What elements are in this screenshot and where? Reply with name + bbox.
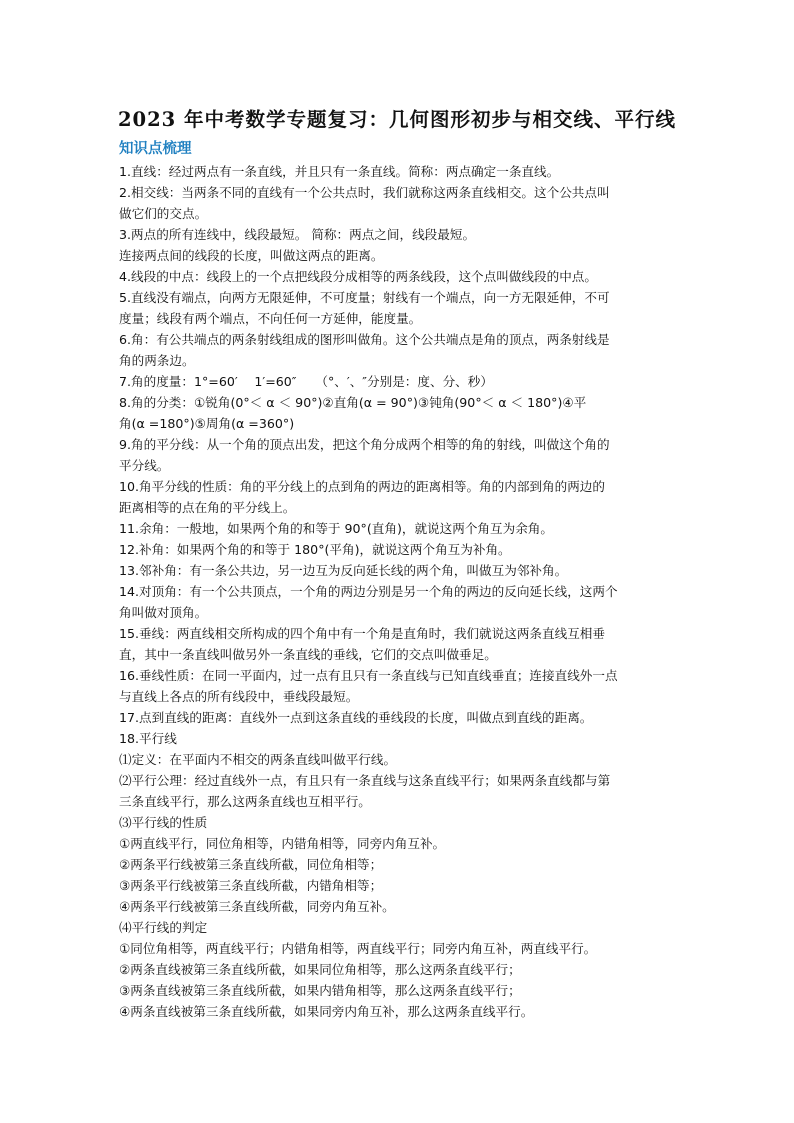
text-line: 15.垂线：两直线相交所构成的四个角中有一个角是直角时，我们就说这两条直线互相垂 bbox=[119, 626, 605, 641]
text-line: 16.垂线性质：在同一平面内，过一点有且只有一条直线与已知直线垂直；连接直线外一点 bbox=[119, 668, 618, 683]
text-line: 做它们的交点。 bbox=[119, 206, 208, 221]
text-line: 18.平行线 bbox=[119, 731, 177, 746]
text-line: 9.角的平分线：从一个角的顶点出发，把这个角分成两个相等的角的射线，叫做这个角的 bbox=[119, 437, 610, 452]
text-line: 1.直线：经过两点有一条直线，并且只有一条直线。简称：两点确定一条直线。 bbox=[119, 164, 560, 179]
text-line: 度量；线段有两个端点，不向任何一方延伸，能度量。 bbox=[119, 311, 422, 326]
text-line: ③两条平行线被第三条直线所截，内错角相等； bbox=[119, 878, 383, 893]
text-line: ⑶平行线的性质 bbox=[119, 815, 208, 830]
text-line: 角叫做对顶角。 bbox=[119, 605, 208, 620]
text-line: ④两条平行线被第三条直线所截，同旁内角互补。 bbox=[119, 899, 395, 914]
text-line: ⑵平行公理：经过直线外一点，有且只有一条直线与这条直线平行；如果两条直线都与第 bbox=[119, 773, 611, 788]
text-line: 角(α =180°)⑤周角(α =360°) bbox=[119, 416, 295, 431]
text-line: 13.邻补角：有一条公共边，另一边互为反向延长线的两个角，叫做互为邻补角。 bbox=[119, 563, 568, 578]
text-line: 10.角平分线的性质：角的平分线上的点到角的两边的距离相等。角的内部到角的两边的 bbox=[119, 479, 605, 494]
text-line: 2.相交线：当两条不同的直线有一个公共点时，我们就称这两条直线相交。这个公共点叫 bbox=[119, 185, 610, 200]
text-line: ①两直线平行，同位角相等，内错角相等，同旁内角互补。 bbox=[119, 836, 446, 851]
text-line: ①同位角相等，两直线平行；内错角相等，两直线平行；同旁内角互补，两直线平行。 bbox=[119, 941, 597, 956]
text-line: 角的两条边。 bbox=[119, 353, 195, 368]
text-line: 11.余角：一般地，如果两个角的和等于 90°(直角)，就说这两个角互为余角。 bbox=[119, 521, 553, 536]
text-line: 5.直线没有端点，向两方无限延伸，不可度量；射线有一个端点，向一方无限延伸，不可 bbox=[119, 290, 610, 305]
text-line: 3.两点的所有连线中，线段最短。 简称：两点之间，线段最短。 bbox=[119, 227, 476, 242]
text-line: 12.补角：如果两个角的和等于 180°(平角)，就说这两个角互为补角。 bbox=[119, 542, 511, 557]
text-line: 14.对顶角：有一个公共顶点，一个角的两边分别是另一个角的两边的反向延长线，这两个 bbox=[119, 584, 618, 599]
text-line: ④两条直线被第三条直线所截，如果同旁内角互补，那么这两条直线平行。 bbox=[119, 1004, 534, 1019]
text-line: 直，其中一条直线叫做另外一条直线的垂线，它们的交点叫做垂足。 bbox=[119, 647, 497, 662]
text-line: ②两条平行线被第三条直线所截，同位角相等； bbox=[119, 857, 383, 872]
text-line: 4.线段的中点：线段上的一个点把线段分成相等的两条线段，这个点叫做线段的中点。 bbox=[119, 269, 597, 284]
section-heading: 知识点梳理 bbox=[119, 141, 192, 157]
text-line: 平分线。 bbox=[119, 458, 170, 473]
text-line: ②两条直线被第三条直线所截，如果同位角相等，那么这两条直线平行； bbox=[119, 962, 521, 977]
text-line: ⑷平行线的判定 bbox=[119, 920, 208, 935]
text-line: 7.角的度量：1°=60′ 1′=60″ （°、′、″分别是：度、分、秒） bbox=[119, 374, 493, 389]
text-line: ⑴定义：在平面内不相交的两条直线叫做平行线。 bbox=[119, 752, 397, 767]
text-line: ③两条直线被第三条直线所截，如果内错角相等，那么这两条直线平行； bbox=[119, 983, 521, 998]
text-line: 8.角的分类：①锐角(0°＜ α ＜ 90°)②直角(α = 90°)③钝角(90°＜ α ＜ 180°)④平 bbox=[119, 395, 587, 410]
document-title: 2023 年中考数学专题复习：几何图形初步与相交线、平行线 bbox=[117, 108, 677, 131]
text-line: 三条直线平行，那么这两条直线也互相平行。 bbox=[119, 794, 371, 809]
text-line: 距离相等的点在角的平分线上。 bbox=[119, 500, 296, 515]
text-line: 17.点到直线的距离：直线外一点到这条直线的垂线段的长度，叫做点到直线的距离。 bbox=[119, 710, 593, 725]
text-line: 连接两点间的线段的长度，叫做这两点的距离。 bbox=[119, 248, 384, 263]
text-line: 6.角：有公共端点的两条射线组成的图形叫做角。这个公共端点是角的顶点，两条射线是 bbox=[119, 332, 610, 347]
text-line: 与直线上各点的所有线段中，垂线段最短。 bbox=[119, 689, 359, 704]
knowledge-point-list bbox=[119, 161, 679, 1022]
